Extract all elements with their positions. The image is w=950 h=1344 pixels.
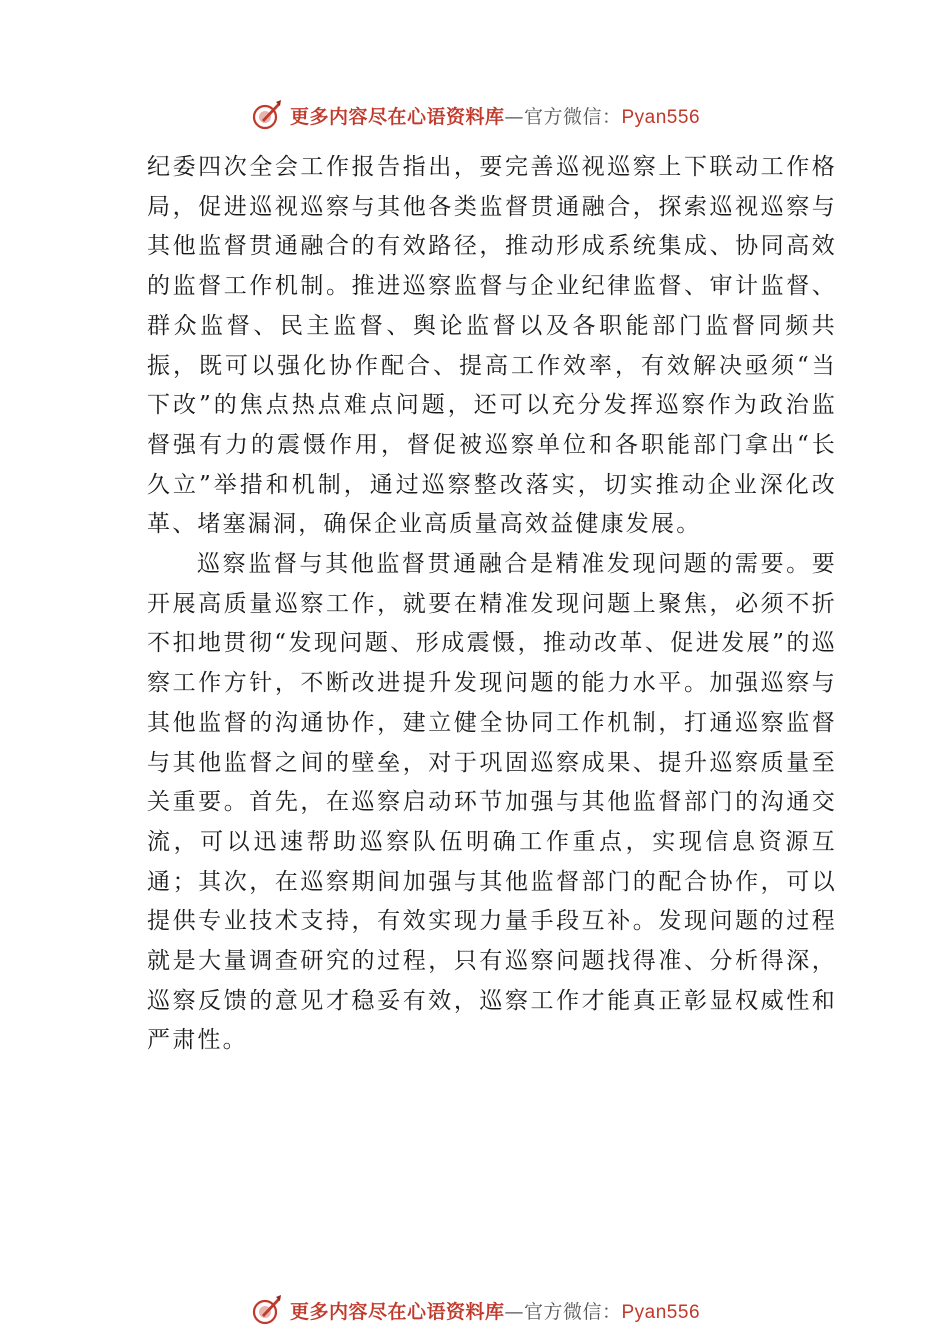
watermark-wechat-label: 官方微信： [523,1300,622,1323]
paragraph-2: 巡察监督与其他监督贯通融合是精准发现问题的需要。要开展高质量巡察工作，就要在精准发现问题上聚焦，必须不折不扣地贯彻“发现问题、形成震慑，推动改革、促进发展”的巡察工作方针，不断改进提升发现问题的能力水平。加强巡察与其他监督的沟通协作，建立健全协同工作机制，打通巡察监督与其他监督之间的壁垒，对于巩固巡察成果、提升巡察质量至关重要。首先，在巡察启动环节加强与其他监督部门的沟通交流，可以迅速帮助巡察队伍明确工作重点，实现信息资源互通；其次，在巡察期间加强与其他监督部门的配合协作，可以提供专业技术支持，有效实现力量手段互补。发现问题的过程就是大量调查研究的过程，只有巡察问题找得准、分析得深，巡察反馈的意见才稳妥有效，巡察工作才能真正彰显权威性和严肃性。 [147,551,837,1054]
watermark-text [290,102,700,129]
watermark-main: 更多内容尽在心语资料库 [289,1300,505,1323]
document-body [147,148,837,1061]
quill-logo-icon [250,98,284,132]
header-watermark [0,95,950,135]
watermark-wechat-label: 官方微信： [523,105,622,128]
watermark-text [290,1297,700,1324]
watermark-dash: — [504,1300,524,1323]
footer-watermark [0,1290,950,1330]
watermark-wechat-id: Pyan556 [621,106,701,128]
watermark-main: 更多内容尽在心语资料库 [289,105,505,128]
quill-logo-icon [250,1293,284,1327]
paragraph-1: 纪委四次全会工作报告指出，要完善巡视巡察上下联动工作格局，促进巡视巡察与其他各类监督贯通融合，探索巡视巡察与其他监督贯通融合的有效路径，推动形成系统集成、协同高效的监督工作机制。推进巡察监督与企业纪律监督、审计监督、群众监督、民主监督、舆论监督以及各职能部门监督同频共振，既可以强化协作配合、提高工作效率，有效解决亟须“当下改”的焦点热点难点问题，还可以充分发挥巡察作为政治监督强有力的震慑作用，督促被巡察单位和各职能部门拿出“长久立”举措和机制，通过巡察整改落实，切实推动企业深化改革、堵塞漏洞，确保企业高质量高效益健康发展。 [147,154,837,538]
watermark-dash: — [504,105,524,128]
watermark-wechat-id: Pyan556 [621,1301,701,1323]
